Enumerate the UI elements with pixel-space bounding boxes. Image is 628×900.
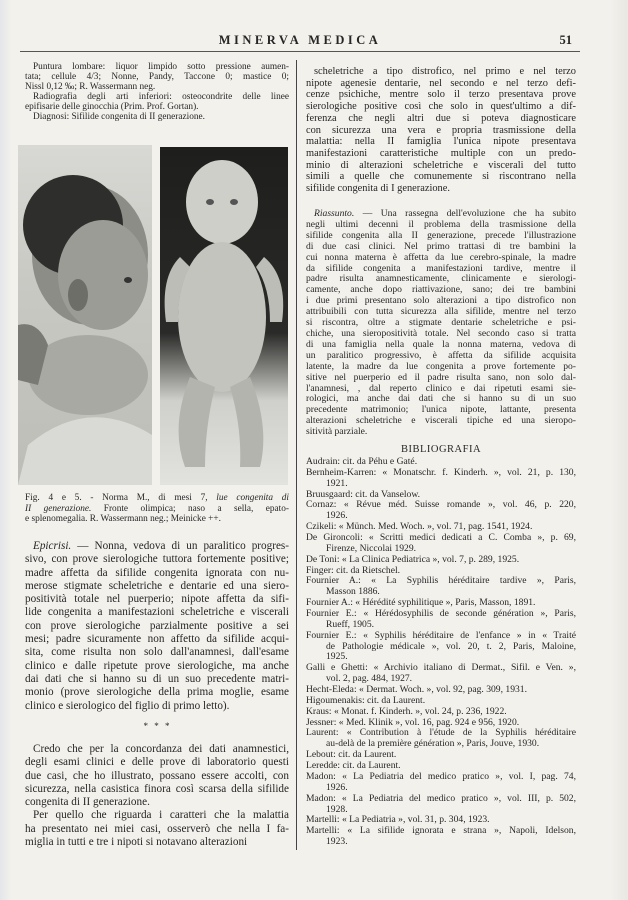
bibliography-line: Finger: cit. da Rietschel. xyxy=(306,564,401,576)
page-number: 51 xyxy=(559,33,572,47)
paragraph xyxy=(25,92,289,112)
bibliography-line: Bruusgaard: cit. da Vanselow. xyxy=(306,488,421,500)
bibliography-entry xyxy=(306,533,576,555)
bibliography-entry xyxy=(306,663,576,685)
bibliography-entry xyxy=(306,794,576,816)
text-line: Diagnosi: Sifilide congenita di II generazione. xyxy=(33,112,205,122)
text-line: rologici, ma anche dai dati che si hanno su di un suo xyxy=(306,393,576,405)
text-line: clinico e dalle ripetute prove sierologiche, ma anche xyxy=(25,659,289,672)
bibliography-line: 1928. xyxy=(326,803,348,815)
clinical-findings xyxy=(25,62,289,122)
bibliography-line: Galli e Ghetti: « Archivio italiano di Dermat., Sifil. e Ven. », xyxy=(306,662,576,674)
bibliography-line: de Pathologie médicale », vol. 20, t. 2, Paris, Maloine, xyxy=(326,640,576,652)
bibliography-line: Firenze, Niccolai 1929. xyxy=(326,542,417,554)
text-line: dai dati che si hanno su di un suo precedente matri- xyxy=(25,672,289,685)
bibliography-line: Rueff, 1905. xyxy=(326,618,375,630)
running-header xyxy=(20,33,580,52)
bibliography-line: Audrain: cit. da Péhu e Gaté. xyxy=(306,456,418,467)
text-line xyxy=(25,540,289,553)
bibliography-list xyxy=(306,457,576,848)
section-separator: * * * xyxy=(143,721,172,731)
text-line: sita, come risulta non solo dall'anamnesi, dall'esame xyxy=(25,646,289,659)
italic-text: II generazione. xyxy=(25,503,92,514)
bibliography-line: Fournier A.: « Hérédité syphilitique », Paris, Masson, 1891. xyxy=(306,597,536,609)
text-segment: e splenomegalia. R. Wassermann neg.; Meinicke ++. xyxy=(25,514,221,524)
text-line: un paralitico progressivo, è affetta da sifilide acquisita xyxy=(306,349,576,361)
infant-profile-image xyxy=(18,145,152,485)
page-edge-right xyxy=(610,0,628,900)
text-segment: — Nonna, vedova di un paralitico progres- xyxy=(71,540,289,552)
text-line: sivo, con prove sierologiche tuttora fortemente positive; xyxy=(25,553,289,566)
text-line: cenze psichiche, mentre solo il terzo presentava prove xyxy=(306,89,576,101)
bibliography-line: Kraus: « Monat. f. Kinderh. », vol. 24, p. 236, 1922. xyxy=(306,705,507,717)
bibliography-line: Leredde: cit. da Laurent. xyxy=(306,760,401,772)
bibliography-line: Fournier E.: « Syphilis héréditaire de l'enfance » in « Traité xyxy=(306,629,576,641)
bibliography-line: Madon: « La Pediatria del medico pratico », vol. III, p. 502, xyxy=(306,792,576,804)
text-line: i due primi presentano solo alterazioni a tipo distrofico non xyxy=(306,295,576,307)
text-line: sicurezza, nella casistica finora così scarsa della sifilide xyxy=(25,782,289,795)
text-line: nipote agenesie dentarie, nel secondo e nel terzo defi- xyxy=(306,77,576,89)
text-line: sierologiche positive così che solo in quest'ultimo a dif- xyxy=(306,101,576,113)
text-line: tata; cellule 4/3; Nonne, Pandy, Taccone 0; mastice 0; xyxy=(25,72,289,82)
bibliography-line: au-delà de la première génération », Paris, Jouve, 1930. xyxy=(326,738,540,750)
bibliography-line: Lebout: cit. da Laurent. xyxy=(306,749,397,761)
text-line: sifilide congenita alla II generazione, precede l'illustrazione xyxy=(306,229,576,241)
figure-5-photo xyxy=(160,147,288,485)
text-line: si riscontra, oltre a stigmate dentarie scheletriche e psi- xyxy=(306,317,576,329)
bibliography-title: BIBLIOGRAFIA xyxy=(400,444,482,455)
text-line: scheletriche a tipo distrofico, nel primo e nel terzo xyxy=(314,66,576,77)
text-line: due casi, che ho illustrato, possano essere accolti, con xyxy=(25,769,289,782)
bibliography-line: Fournier E.: « Hérédosyphilis de seconde génération », Paris, xyxy=(306,608,576,620)
figure-caption xyxy=(25,493,289,525)
italic-text: Epicrisi. xyxy=(33,540,72,552)
text-segment: Fig. 4 e 5. - Norma M., di mesi 7, xyxy=(25,493,217,503)
bibliography-entry xyxy=(306,555,576,566)
bibliography-line: Martelli: « La Pediatria », vol. 31, p. 304, 1923. xyxy=(306,814,490,826)
bibliography-line: De Toni: « La Clinica Pediatrica », vol. 7, p. 289, 1925. xyxy=(306,553,520,565)
text-line: con prove sierologiche parzialmente positive a sei xyxy=(25,619,289,632)
summary-section xyxy=(306,209,576,438)
figure-4-photo xyxy=(18,145,152,485)
bibliography-entry xyxy=(306,826,576,848)
text-line: l'anamnesi, , dal reperto clinico e dai ripetuti esami sie- xyxy=(306,382,576,394)
paragraph xyxy=(25,540,289,713)
text-line: monio (prove sierologiche della prima moglie, esame xyxy=(25,686,289,699)
caption-line xyxy=(25,493,289,504)
text-line: ferenza che negli altri due si poteva diagnosticare xyxy=(306,112,576,124)
discussion-continued xyxy=(306,66,576,195)
text-line: manifestazioni caratteristiche multiple con un predo- xyxy=(306,147,576,159)
bibliography-entry xyxy=(306,468,576,490)
text-line: di due casi clinici. Nel primo trattasi di tre bambini la xyxy=(306,240,576,252)
text-line: alterazioni scheletriche e viscerali tipiche ed una sieropo- xyxy=(306,415,576,427)
conclusion-section xyxy=(25,743,289,849)
text-line: merose stigmate scheletriche e dentarie ed una siero- xyxy=(25,579,289,592)
bibliography-line: De Gironcoli: « Scritti medici dedicati a C. Comba », p. 69, xyxy=(306,532,576,544)
text-line: ha presentato nei miei casi, osserverò che nella I fa- xyxy=(25,822,289,835)
text-line: cui nonna materna è affetta da lue cerebro-spinale, la madre xyxy=(306,251,576,263)
text-line: precedente matrimonio; l'unica nipote, lattante, presenta xyxy=(306,404,576,416)
paragraph xyxy=(25,112,289,122)
text-line: di una famiglia nella quale la nonna materna, vedova di xyxy=(306,338,576,350)
paragraph xyxy=(25,809,289,849)
text-line: negli ultimi decenni il problema della trasmissione della xyxy=(306,218,576,230)
text-line: attribuibili con tutta sicurezza alla sifilide, mentre nel terzo xyxy=(306,306,576,318)
text-line: Puntura lombare: liquor limpido sotto pressione aumen- xyxy=(33,62,289,72)
text-segment: — Una rassegna dell'evoluzione che ha subito xyxy=(354,208,576,219)
text-line: positività totale nel puerperio; nipote affetta da sifi- xyxy=(25,593,289,606)
paragraph xyxy=(25,62,289,92)
text-line: congenita di II generazione. xyxy=(25,796,150,809)
text-line: degli esami clinici e delle prove di laboratorio questi xyxy=(25,756,289,769)
text-line: sitività parziale. xyxy=(306,426,368,438)
bibliography-line: Higoumenakis: cit. da Laurent. xyxy=(306,694,426,706)
text-line: chiche, una sieropositività totale. Nel secondo caso si tratta xyxy=(306,327,576,339)
bibliography-line: 1925. xyxy=(326,651,348,663)
caption-line xyxy=(25,504,289,515)
text-line: lide congenita a manifestazioni scheletriche e viscerali xyxy=(25,606,289,619)
italic-text: Riassunto. xyxy=(314,208,355,219)
paragraph xyxy=(306,209,576,438)
paragraph xyxy=(306,66,576,195)
bibliography-line: Masson 1886. xyxy=(326,586,380,598)
text-line: padre risulta anamnesticamente, clinicamente e sierologi- xyxy=(306,273,576,285)
bibliography-line: 1923. xyxy=(326,836,348,848)
caption-line xyxy=(25,514,289,525)
bibliography-line: vol. 2, pag. 484, 1927. xyxy=(326,673,413,685)
bibliography-line: Hecht-Eleda: « Dermat. Woch. », vol. 92, pag. 309, 1931. xyxy=(306,684,527,696)
bibliography-line: Madon: « La Pediatria del medico pratico », vol. I, pag. 74, xyxy=(306,770,576,782)
bibliography-entry xyxy=(306,772,576,794)
text-line: Radiografia degli arti inferiori: osteocondrite delle linee xyxy=(33,92,289,102)
infant-seated-image xyxy=(160,147,288,485)
text-line: sitive nel puerperio ed il padre risulta sano, non solo dal- xyxy=(306,371,576,383)
column-divider xyxy=(296,60,297,850)
bibliography-line: Czikeli: « Münch. Med. Woch. », vol. 71, pag. 1541, 1924. xyxy=(306,521,533,533)
text-line: camente, anche dopo riattivazione, sano; dei tre bambini xyxy=(306,284,576,296)
bibliography-line: 1921. xyxy=(326,477,348,489)
journal-title: MINERVA MEDICA xyxy=(218,33,382,47)
bibliography-entry xyxy=(306,707,576,718)
text-line: Per quello che riguarda i caratteri che la malattia xyxy=(33,809,289,822)
text-line: con sicurezza una vera e propria trasmissione della xyxy=(306,124,576,136)
bibliography-entry xyxy=(306,576,576,598)
text-line: sifilide congenita di I generazione. xyxy=(306,183,450,195)
text-line: da sifilide congenita a manifestazioni tardive, mentre il xyxy=(306,262,576,274)
text-line: miglia in tutti e tre i nipoti si notavano alterazioni xyxy=(25,836,248,849)
bibliography-line: Fournier A.: « La Syphilis héréditaire tardive », Paris, xyxy=(306,575,576,587)
page-edge-left xyxy=(0,0,12,900)
bibliography-entry xyxy=(306,728,576,750)
bibliography-line: Martelli: « La sifilide ignorata e strana », Napoli, Idelson, xyxy=(306,825,576,837)
epicrisi-section xyxy=(25,540,289,713)
text-line: malattia: nella II famiglia l'unica nipote presentava xyxy=(306,136,576,148)
text-line: Nissl 0,12 ‰; R. Wassermann neg. xyxy=(25,82,156,92)
bibliography-entry xyxy=(306,609,576,631)
bibliography-line: Bernheim-Karren: « Monatschr. f. Kinderh. », vol. 21, p. 130, xyxy=(306,466,576,478)
text-line: Credo che per la concordanza dei dati anamnestici, xyxy=(33,743,289,755)
text-line: madre affetta da sifilide congenita ignorata con nu- xyxy=(25,566,289,579)
bibliography-line: Jessner: « Med. Klinik », vol. 16, pag. 924 e 956, 1920. xyxy=(306,716,520,728)
text-line: minio di alterazioni scheletriche e viscerali del tutto xyxy=(306,159,576,171)
text-line: mesi; padre sicuramente non affetto da sifilide acqui- xyxy=(25,633,289,646)
bibliography-entry xyxy=(306,631,576,664)
text-line: latente, la madre da lue congenita a prove fortemente po- xyxy=(306,360,576,372)
bibliography-entry xyxy=(306,500,576,522)
text-line: simili a quelle che comunemente si riscontrano nella xyxy=(306,171,576,183)
paragraph xyxy=(25,743,289,809)
bibliography-line: Laurent: « Contribution à l'étude de la Syphilis héréditaire xyxy=(306,727,576,739)
text-line: clinico e sierologico del figlio di primo letto). xyxy=(25,699,230,712)
italic-text: lue congenita di xyxy=(216,493,289,503)
bibliography-line: Cornaz: « Révue méd. Suisse romande », vol. 46, p. 220, xyxy=(306,499,576,511)
bibliography-line: 1926. xyxy=(326,510,348,522)
text-segment: Fronte olimpica; naso a sella, epato- xyxy=(91,503,289,514)
bibliography-line: 1926. xyxy=(326,781,348,793)
text-line: epifisarie delle ginocchia (Prim. Prof. Gortan). xyxy=(25,102,199,112)
